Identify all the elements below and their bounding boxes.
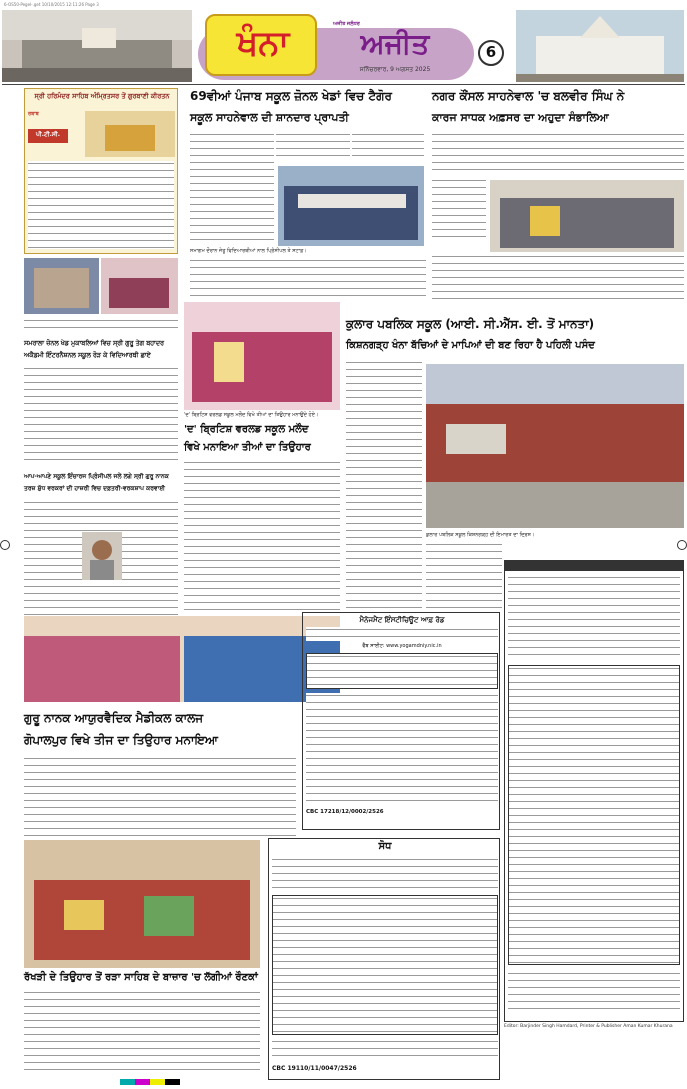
story2-photo <box>490 180 684 252</box>
notice1-ref: CBC 17218/12/0002/2526 <box>306 809 384 815</box>
story3-headline-1: ਸਮਰਾਲਾ ਜ਼ੋਨਲ ਖੇਡ ਮੁਕਾਬਲਿਆਂ ਵਿਚ ਸ੍ਰੀ ਗੁਰੂ ਤੇਗ ਬਹਾਦਰ <box>24 340 164 347</box>
story3-headline-2: ਅਕੈਡਮੀ ਇੰਟਰਨੈਸ਼ਨਲ ਸਕੂਲ ਰੋੜ ਕੇ ਵਿਦਿਆਰਥੀ ਛਾਏ <box>24 352 151 359</box>
masthead-date: ਸਨਿੱਚਰਵਾਰ, 9 ਅਗਸਤ 2025 <box>359 66 431 73</box>
story1-caption: ਸਮਾਗਮ ਦੌਰਾਨ ਜੇਤੂ ਵਿਦਿਆਰਥੀਆਂ ਨਾਲ ਪ੍ਰਿੰਸੀਪਲ ਤੇ ਸਟਾਫ਼। <box>190 248 307 254</box>
temple-photo <box>2 10 192 82</box>
story6-caption: 'ਦ' ਬ੍ਰਿਟਿਸ਼ ਵਰਲਡ ਸਕੂਲ ਮਲੌਦ ਵਿਖੇ ਤੀਆਂ ਦਾ ਤਿਉਹਾਰ ਮਨਾਉਂਦੇ ਹੋਏ। <box>184 412 319 418</box>
gurbani-ad <box>24 88 178 254</box>
teej-photo-row <box>24 616 340 702</box>
notice2-table-rows <box>273 896 497 1034</box>
notice2-table <box>272 895 498 1035</box>
left-cap-text <box>24 318 178 332</box>
story1-headline-2: ਸਕੂਲ ਸਾਹਨੇਵਾਲ ਦੀ ਸ਼ਾਨਦਾਰ ਪ੍ਰਾਪਤੀ <box>190 111 349 124</box>
notice2-ref: CBC 19110/11/0047/2526 <box>272 1065 357 1072</box>
story5-portrait <box>82 532 122 580</box>
story2-text-3 <box>432 254 684 300</box>
gurbani-ad-title: ਸ੍ਰੀ ਹਰਿਮੰਦਰ ਸਾਹਿਬ ਅੰਮ੍ਰਿਤਸਰ ਤੋਂ ਗੁਰਬਾਣੀ ਕੀਰਤਨ <box>34 92 170 100</box>
masthead-brand-top: ਅਜੀਤ ਜਲੰਧਰ <box>333 21 360 27</box>
gurbani-ad-sub: ਰਬਾਬ <box>28 111 39 117</box>
story4-caption: ਕੁਲਾਰ ਪਬਲਿਕ ਸਕੂਲ ਕਿਸ਼ਨਗੜ੍ਹ ਦੀ ਇਮਾਰਤ ਦਾ ਦ੍ਰਿਸ਼। <box>426 532 535 538</box>
story2-text <box>432 132 684 176</box>
story1-headline-1: 69ਵੀਆਂ ਪੰਜਾਬ ਸਕੂਲ ਜ਼ੋਨਲ ਖੇਡਾਂ ਵਿਚ ਟੈਗੋਰ <box>190 89 392 103</box>
story1-text <box>190 132 274 240</box>
tender-table <box>508 665 680 965</box>
gurbani-ad-text <box>28 161 174 249</box>
notice2-text-2 <box>272 1039 498 1059</box>
registration-mark <box>677 540 687 550</box>
story4-headline-2: ਕਿਸ਼ਨਗੜ੍ਹ ਖੰਨਾ ਬੱਚਿਆਂ ਦੇ ਮਾਪਿਆਂ ਦੀ ਬਣ ਰਿਹਾ ਹੈ ਪਹਿਲੀ ਪਸੰਦ <box>346 340 595 351</box>
tender-table-rows <box>509 666 679 964</box>
story2-headline-2: ਕਾਰਜ ਸਾਧਕ ਅਫ਼ਸਰ ਦਾ ਅਹੁਦਾ ਸੰਭਾਲਿਆ <box>432 111 609 124</box>
story4-text <box>346 360 422 610</box>
story7-text <box>24 756 296 836</box>
story5-headline-1: ਆਪ-ਆਪਣੇ ਸਕੂਲ ਇੰਚਾਰਜ ਪ੍ਰਿੰਸੀਪਲ ਜਲੇ ਲਗੇ ਸ੍ਰੀ ਗੁਰੂ ਨਾਨਕ <box>24 473 169 480</box>
masthead-city: ਖੰਨਾ <box>236 23 290 63</box>
masthead-left-photo <box>2 10 192 82</box>
tender-notice <box>504 560 684 1022</box>
notice1-org: ਮੈਨੇਜਮੈਂਟ ਇੰਸਟੀਚਿਊਟ ਆਫ਼ ਰੋਡ <box>359 616 445 624</box>
story4-headline-1: ਕੁਲਾਰ ਪਬਲਿਕ ਸਕੂਲ (ਆਈ. ਸੀ.ਐੱਸ. ਈ. ਤੋਂ ਮਾਨਤਾ) <box>346 317 595 331</box>
tender-notice-foot <box>508 971 680 1015</box>
notice2-title: ਸੋਧ <box>378 841 392 852</box>
registration-mark <box>0 540 10 550</box>
notice1-text <box>306 693 498 803</box>
story2-headline-1: ਨਗਰ ਕੌਂਸਲ ਸਾਹਨੇਵਾਲ 'ਚ ਬਲਵੀਰ ਸਿੰਘ ਨੇ <box>432 89 625 103</box>
left-thumb-photo-2 <box>101 258 178 314</box>
story6-headline-1: 'ਦ' ਬ੍ਰਿਟਿਸ਼ ਵਰਲਡ ਸਕੂਲ ਮਲੌਦ <box>184 424 309 435</box>
story7-headline-2: ਗੋਪਾਲਪੁਰ ਵਿਖੇ ਤੀਜ ਦਾ ਤਿਉਹਾਰ ਮਨਾਇਆ <box>24 733 218 747</box>
gurbani-ad-tag: ਪੀ.ਟੀ.ਸੀ. <box>36 131 60 138</box>
masthead-rule <box>2 84 685 85</box>
notice1-addr <box>306 627 498 641</box>
gurdwara-photo <box>516 10 684 82</box>
tender-notice-text <box>508 575 680 661</box>
story1-text-2 <box>276 132 350 162</box>
story6-text <box>184 460 340 610</box>
story7-headline-1: ਗੁਰੂ ਨਾਨਕ ਆਯੁਰਵੈਦਿਕ ਮੈਡੀਕਲ ਕਾਲਜ <box>24 711 204 725</box>
notice2-text <box>272 857 498 891</box>
story5-headline-2: ਤਰਜ਼ ਸ਼ੁੱਧ ਵਰਕਰਾਂ ਦੀ ਹਾਜ਼ਰੀ ਵਿਚ ਦਫ਼ਤਰੀ-ਵਰਕਸ਼ਾਪ ਕਰਵਾਈ <box>24 485 165 492</box>
story8-headline: ਰੱਖੜੀ ਦੇ ਤਿਉਹਾਰ ਤੋਂ ਰੜਾ ਸਾਹਿਬ ਦੇ ਬਾਜ਼ਾਰ 'ਚ ਲੱਗੀਆਂ ਰੌਣਕਾਂ <box>24 972 258 983</box>
color-bar <box>120 1079 180 1085</box>
yoga-notice <box>302 612 500 830</box>
tender-notice-header <box>505 561 683 571</box>
masthead-paper: ਅਜੀਤ <box>360 27 430 60</box>
page-number: 6 <box>485 43 497 61</box>
story2-text-2 <box>432 178 486 240</box>
story1-text-3 <box>352 132 424 162</box>
centre-photo-festival <box>184 302 340 410</box>
story8-text <box>24 990 260 1072</box>
story4-text-2 <box>426 542 502 612</box>
left-thumb-photo-1 <box>24 258 99 314</box>
masthead-right-photo <box>516 10 684 82</box>
notice1-web: ਵੈੱਬ ਸਾਈਟ: www.yogamdniy.nic.in <box>362 643 442 649</box>
golden-temple-photo <box>85 111 175 157</box>
story1-team-photo <box>278 166 424 246</box>
golden-temple-image <box>85 111 175 157</box>
notice3-footer: Editor: Barjinder Singh Hamdard, Printer & Publisher Aman Kumar Khurana <box>504 1024 673 1029</box>
print-slug: 6-OS50-Pegel-.get 10/10/2015 12:11:26 Page 3 <box>4 2 99 7</box>
market-photo <box>24 840 260 968</box>
sodh-notice <box>268 838 500 1080</box>
notice1-table <box>306 653 498 689</box>
story6-headline-2: ਵਿਖੇ ਮਨਾਇਆ ਤੀਆਂ ਦਾ ਤਿਉਹਾਰ <box>184 442 311 453</box>
story3-text <box>24 366 178 466</box>
story4-school-photo <box>426 364 684 528</box>
story1-text-4 <box>190 258 426 298</box>
